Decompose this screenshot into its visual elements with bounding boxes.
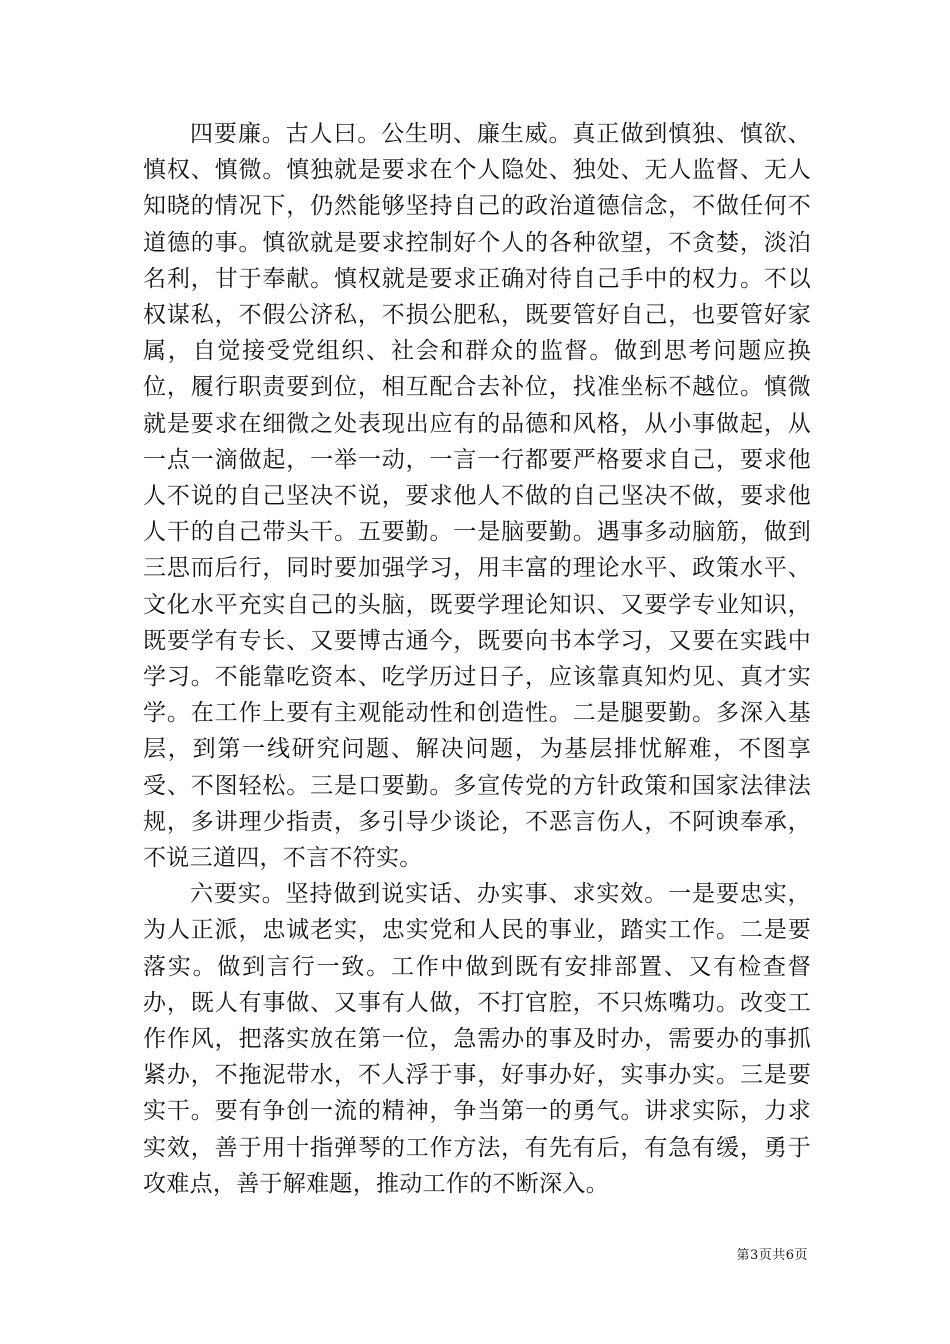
paragraph-six: 六要实。坚持做到说实话、办实事、求实效。一是要忠实，为人正派，忠诚老实，忠实党和人民的事业，踏实工作。二是要落实。做到言行一致。工作中做到既有安排部置、又有检查督办，既人有事做、又事有人做，不打官腔，不只炼嘴功。改变工作作风，把落实放在第一位，急需办的事及时办，需要办的事抓紧办，不拖泥带水，不人浮于事，好事办好，实事办实。三是要实干。要有争创一流的精神，争当第一的勇气。讲求实际，力求实效，善于用十指弹琴的工作方法，有先有后，有急有缓，勇于攻难点，善于解难题，推动工作的不断深入。 — [143, 881, 811, 1197]
body-text — [143, 116, 811, 1202]
paragraph-four-to-five: 四要廉。古人曰。公生明、廉生威。真正做到慎独、慎欲、慎权、慎微。慎独就是要求在个人隐处、独处、无人监督、无人知晓的情况下，仍然能够坚持自己的政治道德信念，不做任何不道德的事。慎欲就是要求控制好个人的各种欲望，不贪婪，淡泊名利，甘于奉献。慎权就是要求正确对待自己手中的权力。不以权谋私，不假公济私，不损公肥私，既要管好自己，也要管好家属，自觉接受党组织、社会和群众的监督。做到思考问题应换位，履行职责要到位，相互配合去补位，找准坐标不越位。慎微就是要求在细微之处表现出应有的品德和风格，从小事做起，从一点一滴做起，一举一动，一言一行都要严格要求自己，要求他人不说的自己坚决不说，要求他人不做的自己坚决不做，要求他人干的自己带头干。五要勤。一是脑要勤。遇事多动脑筋，做到三思而后行，同时要加强学习，用丰富的理论水平、政策水平、文化水平充实自己的头脑，既要学理论知识、又要学专业知识，既要学有专长、又要博古通今，既要向书本学习，又要在实践中学习。不能靠吃资本、吃学历过日子，应该靠真知灼见、真才实学。在工作上要有主观能动性和创造性。二是腿要勤。多深入基层，到第一线研究问题、解决问题，为基层排忧解难，不图享受、不图轻松。三是口要勤。多宣传党的方针政策和国家法律法规，多讲理少指责，多引导少谈论，不恶言伤人，不阿谀奉承，不说三道四，不言不符实。 — [143, 121, 811, 872]
page-number: 第3页共6页 — [736, 1248, 808, 1263]
